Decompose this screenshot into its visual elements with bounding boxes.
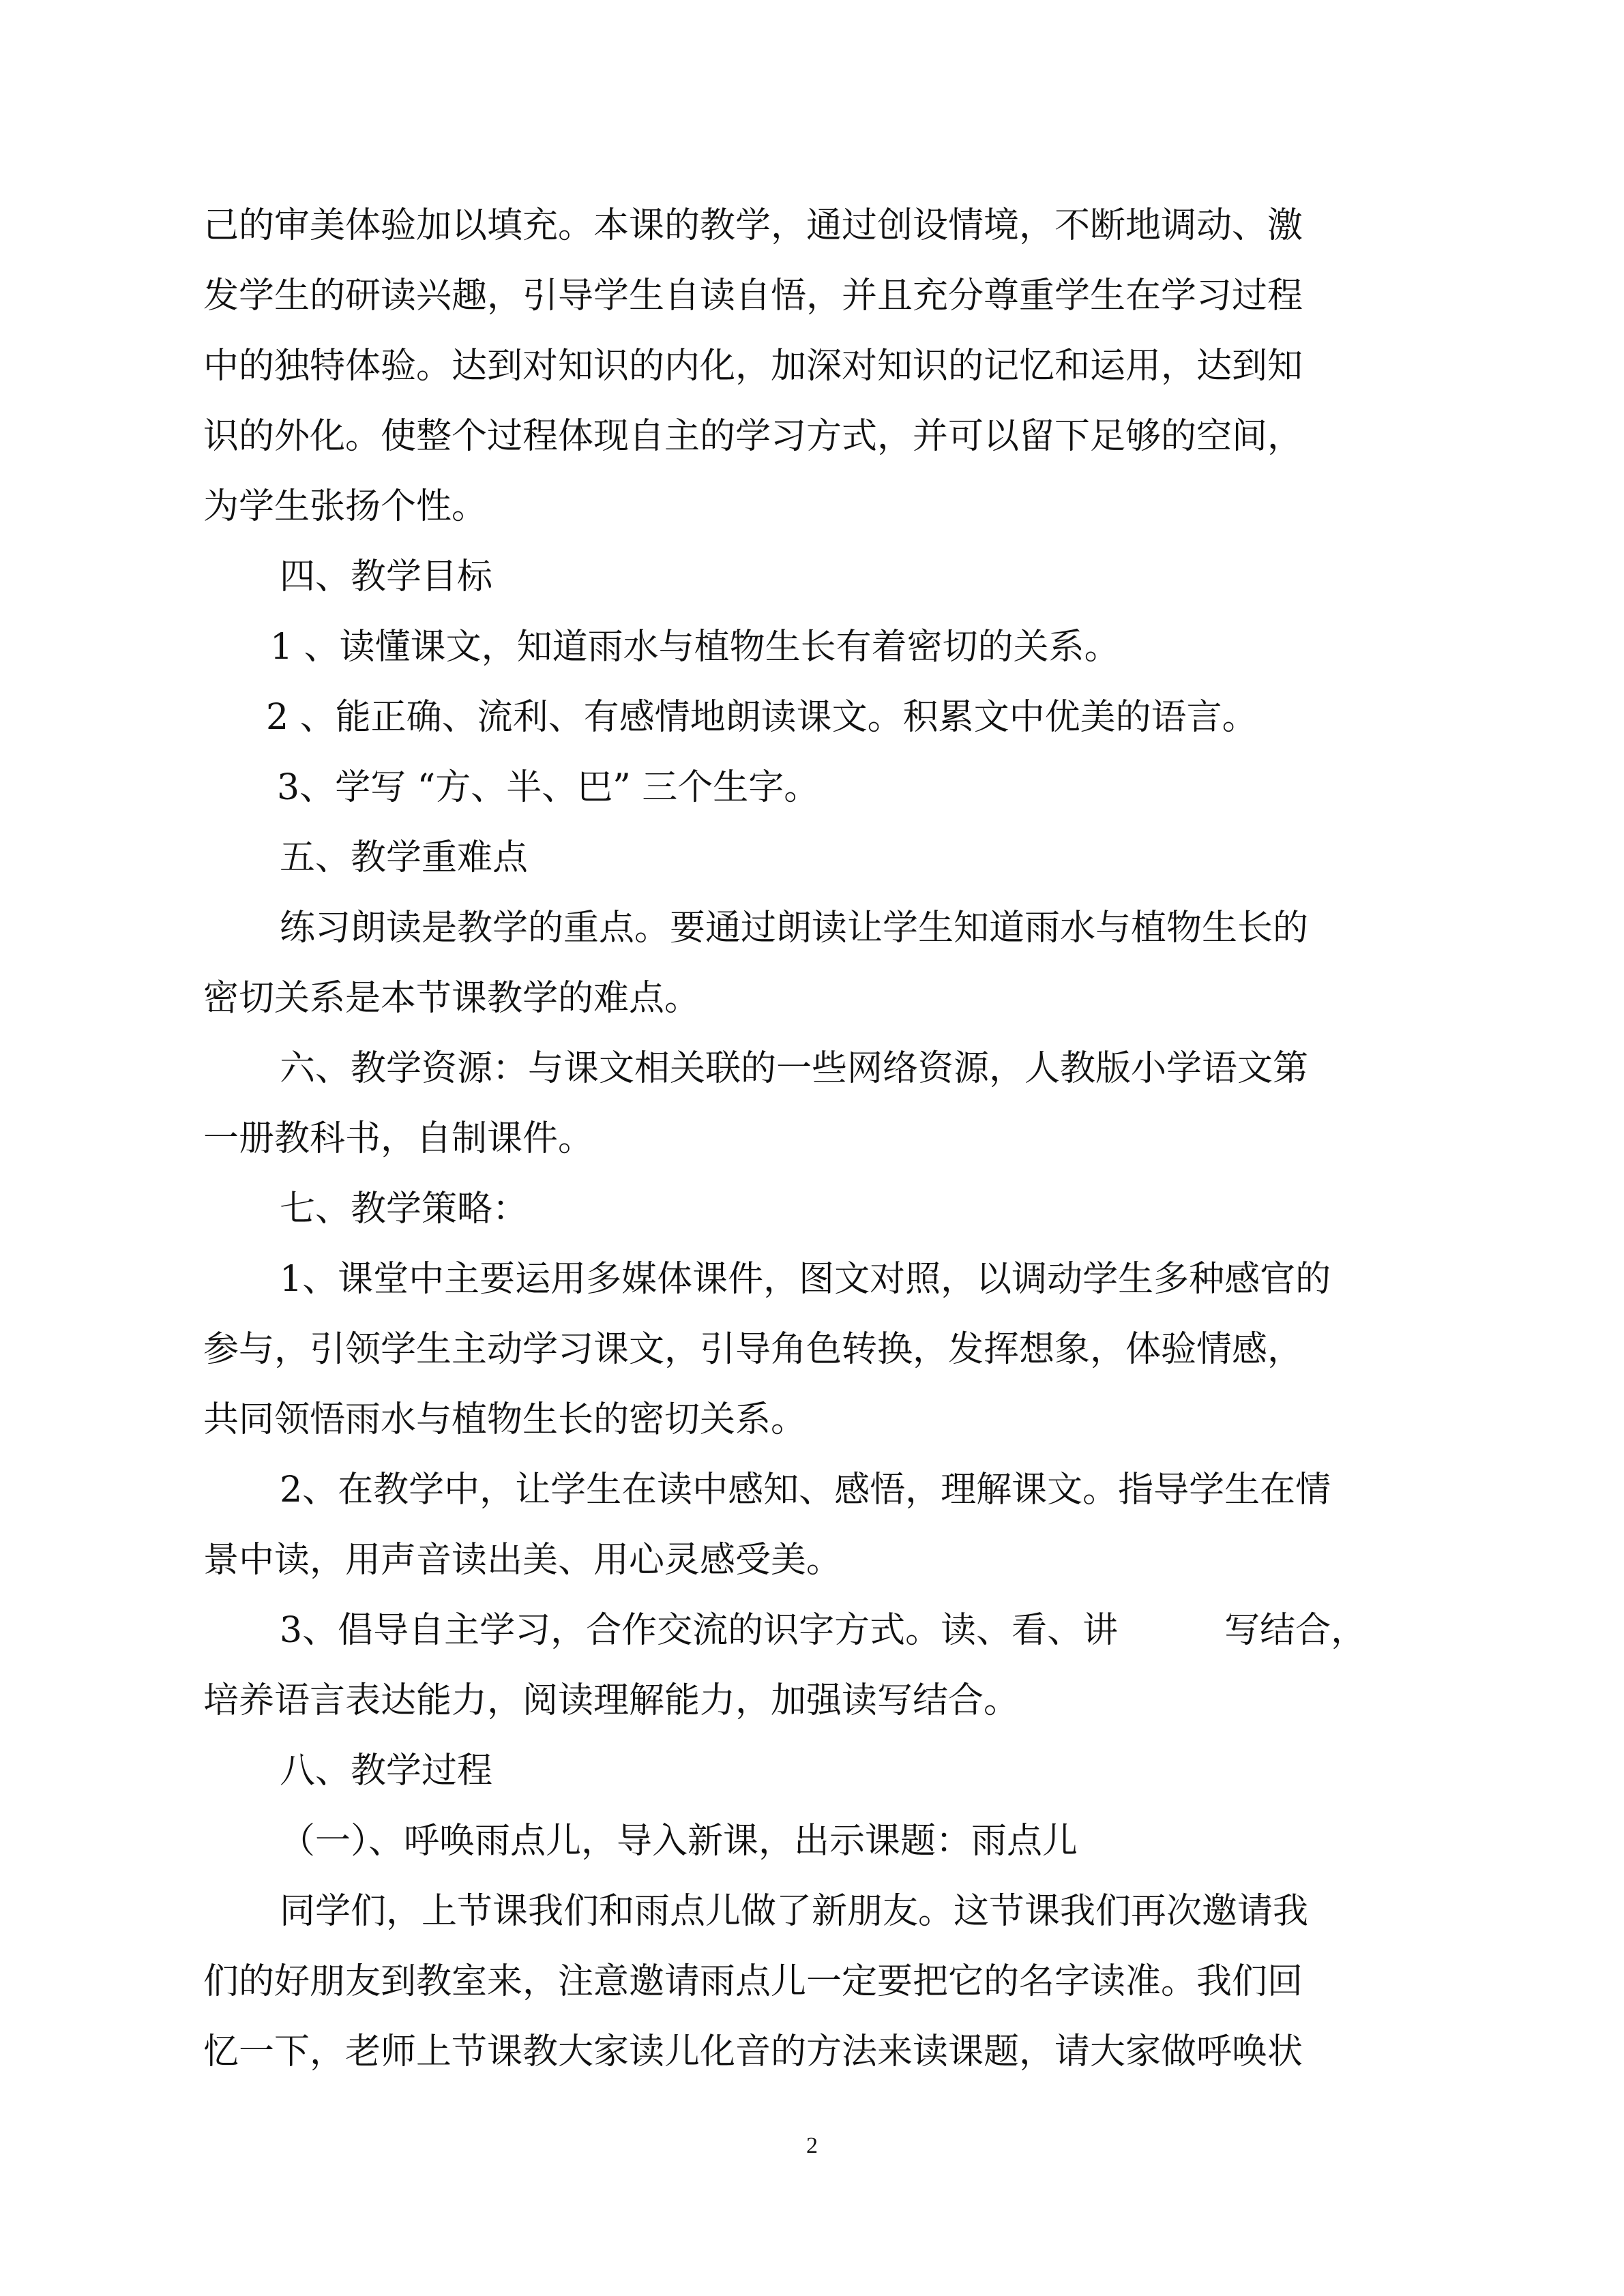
- text-line: 为学生张扬个性。: [203, 486, 488, 527]
- text-line: 景中读，用声音读出美、用心灵感受美。: [203, 1540, 842, 1581]
- section-heading: 七、教学策略：: [280, 1189, 529, 1229]
- text-line: 共同领悟雨水与植物生长的密切关系。: [203, 1399, 807, 1440]
- text-line: 练习朗读是教学的重点。要通过朗读让学生知道雨水与植物生长的: [280, 908, 1309, 949]
- text-line: 们的好朋友到教室来，注意邀请雨点儿一定要把它的名字读准。我们回: [203, 1961, 1303, 2002]
- list-item: 2、在教学中，让学生在读中感知、感悟，理解课文。指导学生在情: [280, 1470, 1331, 1510]
- text-line: 参与，引领学生主动学习课文，引导角色转换，发挥想象，体验情感，: [203, 1329, 1303, 1370]
- list-item: 1 、读懂课文，知道雨水与植物生长有着密切的关系。: [270, 627, 1120, 668]
- text-line: 培养语言表达能力，阅读理解能力，加强读写结合。: [203, 1680, 1020, 1721]
- text-line: 同学们，上节课我们和雨点儿做了新朋友。这节课我们再次邀请我: [280, 1891, 1309, 1932]
- text-line: 识的外化。使整个过程体现自主的学习方式，并可以留下足够的空间，: [203, 416, 1303, 457]
- text-line: 一册教科书，自制课件。: [203, 1118, 594, 1159]
- list-item: 2 、能正确、流利、有感情地朗读课文。积累文中优美的语言。: [266, 697, 1258, 738]
- list-item: 3、学写 “方、半、巴” 三个生字。: [277, 767, 820, 808]
- section-heading: 八、教学过程: [280, 1750, 493, 1791]
- list-item: 1、课堂中主要运用多媒体课件，图文对照，以调动学生多种感官的: [280, 1259, 1331, 1300]
- text-line: 中的独特体验。达到对知识的内化，加深对知识的记忆和运用，达到知: [203, 346, 1303, 387]
- section-heading: 五、教学重难点: [280, 837, 529, 878]
- text-line: 发学生的研读兴趣，引导学生自读自悟，并且充分尊重学生在学习过程: [203, 275, 1303, 316]
- body-text: [203, 191, 1417, 2087]
- subsection-heading: （一）、呼唤雨点儿，导入新课，出示课题：雨点儿: [280, 1821, 1078, 1862]
- text-line: 己的审美体验加以填充。本课的教学，通过创设情境，不断地调动、激: [203, 205, 1303, 246]
- text-line: 忆一下，老师上节课教大家读儿化音的方法来读课题，请大家做呼唤状: [203, 2031, 1303, 2072]
- list-item: 3、倡导自主学习，合作交流的识字方式。读、看、讲 写结合，: [280, 1610, 1367, 1651]
- page-number: 2: [806, 2133, 818, 2158]
- section-heading: 六、教学资源：与课文相关联的一些网络资源，人教版小学语文第: [280, 1048, 1309, 1089]
- text-line: 密切关系是本节课教学的难点。: [203, 978, 700, 1019]
- section-heading: 四、教学目标: [280, 556, 493, 597]
